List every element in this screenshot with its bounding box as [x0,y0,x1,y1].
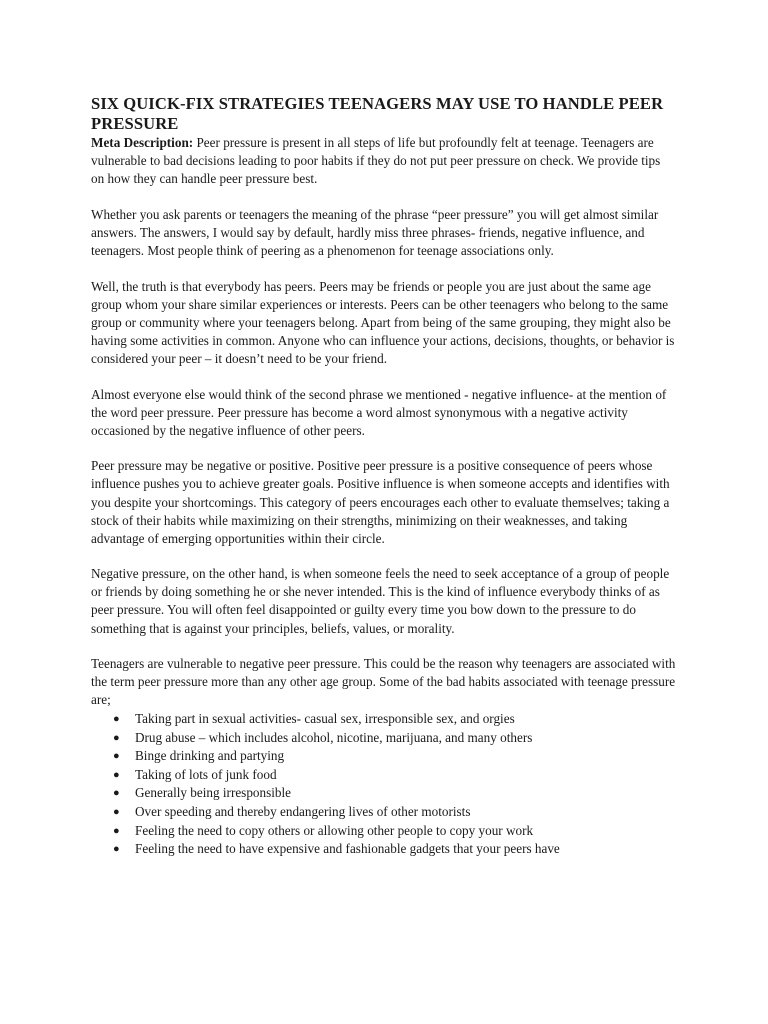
document-page [91,94,676,859]
meta-description-paragraph [91,134,676,188]
body-paragraph-6: Teenagers are vulnerable to negative peer pressure. This could be the reason why teenagers are associated with the term peer pressure more than any other age group. Some of the bad habits associated with teenage pressure are; [91,656,676,708]
body-paragraph-3: Almost everyone else would think of the second phrase we mentioned - negative influence- at the mention of the word peer pressure. Peer pressure has become a word almost synonymous with a negative activity occasioned by the negative influence of other peers. [91,386,667,438]
list-item: ● Taking part in sexual activities- casual sex, irresponsible sex, and orgies [91,710,676,729]
meta-description-text: Peer pressure is present in all steps of life but profoundly felt at teenage. Teenagers are vulnerable to bad decisions leading to poor habits if they do not put peer pressure on check. We provide tips on how they can handle peer pressure best. [91,135,661,187]
list-item: ● Drug abuse – which includes alcohol, nicotine, marijuana, and many others [91,729,676,748]
bullet-icon: ● [113,750,120,763]
bullet-icon: ● [113,712,120,725]
body-paragraph-2: Well, the truth is that everybody has peers. Peers may be friends or people you are just about the same age group whom your share similar experiences or interests. Peers can be other teenagers who belong to the same group or community where your teenagers belong. Apart from being of the same grouping, they might also be having some activities in common. Anyone who can influence your actions, decisions, thoughts, or behavior is considered your peer – it doesn’t need to be your friend. [91,278,675,366]
body-paragraph-5: Negative pressure, on the other hand, is when someone feels the need to seek acceptance of a group of people or friends by doing something he or she never intended. This is the kind of influence everybody thinks of as peer pressure. You will often feel disappointed or guilty every time you bow down to the pressure to do something that is against your principles, beliefs, values, or morality. [91,566,670,636]
bullet-icon: ● [113,768,120,781]
meta-description-label: Meta Description: [91,135,194,150]
document-title: SIX QUICK-FIX STRATEGIES TEENAGERS MAY USE TO HANDLE PEER PRESSURE [91,94,664,133]
list-item: ● Generally being irresponsible [91,784,676,803]
list-item: ● Feeling the need to have expensive and fashionable gadgets that your peers have [91,840,676,859]
list-item: ● Taking of lots of junk food [91,766,676,785]
bad-habits-list [91,710,676,859]
body-paragraph-1: Whether you ask parents or teenagers the meaning of the phrase “peer pressure” you will get almost similar answers. The answers, I would say by default, hardly miss three phrases- friends, negative influence, and teenagers. Most people think of peering as a phenomenon for teenage associations only. [91,206,659,258]
bullet-icon: ● [113,843,120,856]
list-item: ● Binge drinking and partying [91,747,676,766]
bullet-icon: ● [113,787,120,800]
bullet-icon: ● [113,824,120,837]
body-paragraph-4: Peer pressure may be negative or positive. Positive peer pressure is a positive consequence of peers whose influence pushes you to achieve greater goals. Positive influence is when someone accepts and identifies with you despite your shortcomings. This category of peers encourages each other to evaluate themselves; taking a stock of their habits while maximizing on their strengths, minimizing on their weaknesses, and taking advantage of emerging opportunities within their circle. [91,458,670,546]
bullet-icon: ● [113,805,120,818]
bullet-icon: ● [113,731,120,744]
list-item: ● Over speeding and thereby endangering lives of other motorists [91,803,676,822]
list-item: ● Feeling the need to copy others or allowing other people to copy your work [91,822,676,841]
